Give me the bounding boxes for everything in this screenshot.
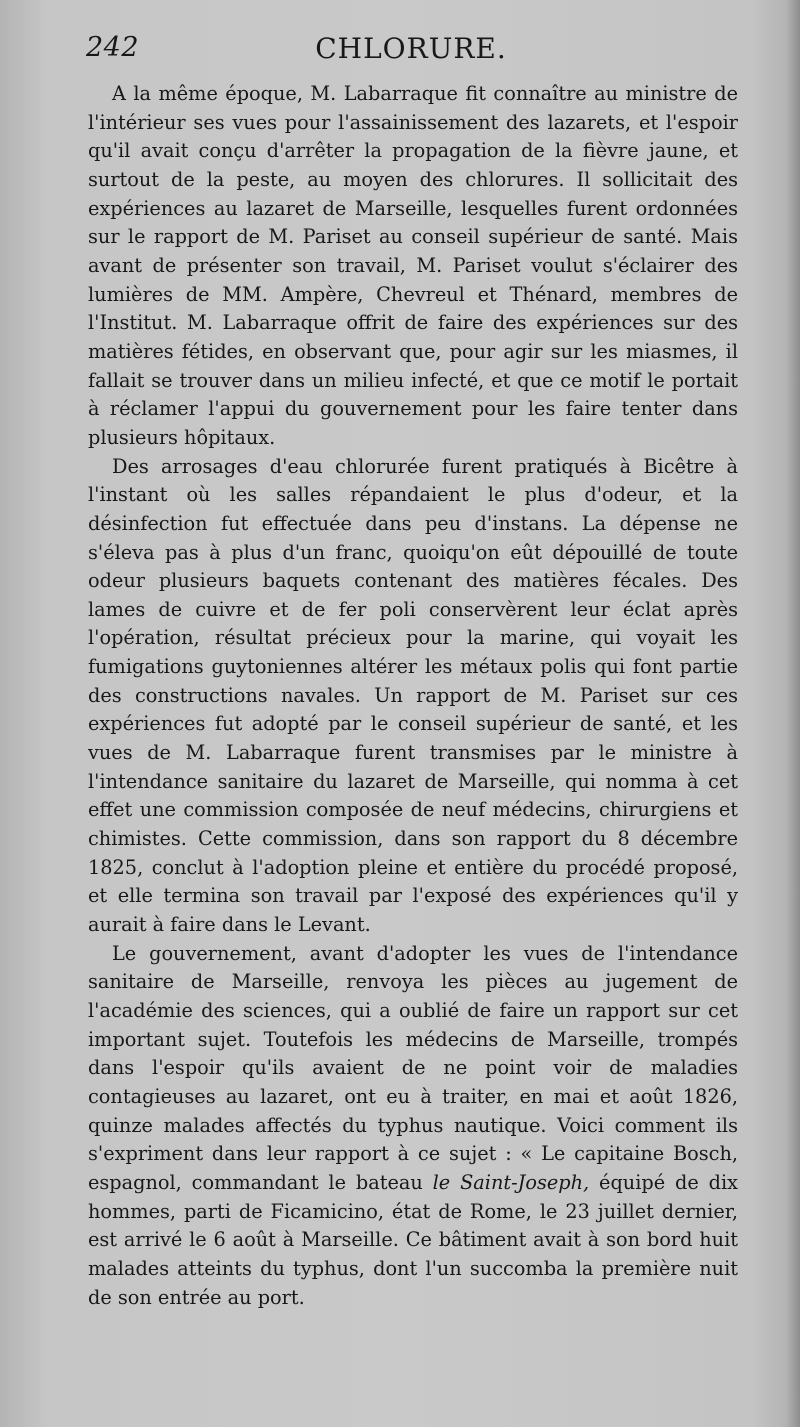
page-header <box>86 32 736 72</box>
paragraph-1: A la même époque, M. Labarraque fit connaître au ministre de l'intérieur ses vues pour l'assainissement des lazarets, et l'espoir qu'il avait conçu d'arrêter la propagation de la fièvre jaune, et surtout de la peste, au moyen des chlorures. Il sollicitait des expériences au lazaret de Marseille, lesquelles furent ordonnées sur le rapport de M. Pariset au conseil supérieur de santé. Mais avant de présenter son travail, M. Pariset voulut s'éclairer des lumières de MM. Ampère, Chevreul et Thénard, membres de l'Institut. M. Labarraque offrit de faire des expériences sur des matières fétides, en observant que, pour agir sur les miasmes, il fallait se trouver dans un milieu infecté, et que ce motif le portait à réclamer l'appui du gouvernement pour les faire tenter dans plusieurs hôpitaux. <box>88 82 738 449</box>
page-number: 242 <box>86 32 140 63</box>
paragraph-3 <box>88 940 738 1313</box>
paragraph-3-text-after: équipé de dix hommes, parti de Ficamicino, état de Rome, le 23 juillet dernier, est arrivé le 6 août à Marseille. Ce bâtiment avait à son bord huit malades atteints du typhus, dont l'un succomba la première nuit de son entrée au port. <box>88 1170 738 1309</box>
running-head: CHLORURE. <box>315 32 507 65</box>
paragraph-3-text-before: Le gouvernement, avant d'adopter les vues de l'intendance sanitaire de Marseille, renvoya les pièces au jugement de l'académie des sciences, qui a oublié de faire un rapport sur cet important sujet. Toutefois les médecins de Marseille, trompés dans l'espoir qu'ils avaient de ne point voir de maladies contagieuses au lazaret, ont eu à traiter, en mai et août 1826, quinze malades affectés du typhus nautique. Voici comment ils s'expriment dans leur rapport à ce sujet : « Le capitaine Bosch, espagnol, commandant le bateau <box>88 941 738 1194</box>
ship-name: le Saint-Joseph, <box>432 1170 590 1194</box>
body-text <box>88 80 738 1312</box>
page-edge-shadow <box>786 0 800 1427</box>
paragraph-2: Des arrosages d'eau chlorurée furent pratiqués à Bicêtre à l'instant où les salles répandaient le plus d'odeur, et la désinfection fut effectuée dans peu d'instans. La dépense ne s'éleva pas à plus d'un franc, quoiqu'on eût dépouillé de toute odeur plusieurs baquets contenant des matières fécales. Des lames de cuivre et de fer poli conservèrent leur éclat après l'opération, résultat précieux pour la marine, qui voyait les fumigations guytoniennes altérer les métaux polis qui font partie des constructions navales. Un rapport de M. Pariset sur ces expériences fut adopté par le conseil supérieur de santé, et les vues de M. Labarraque furent transmises par le ministre à l'intendance sanitaire du lazaret de Marseille, qui nomma à cet effet une commission composée de neuf médecins, chirurgiens et chimistes. Cette commission, dans son rapport du 8 décembre 1825, conclut à l'adoption pleine et entière du procédé proposé, et elle termina son travail par l'exposé des expériences qu'il y aurait à faire dans le Levant. <box>88 454 738 937</box>
